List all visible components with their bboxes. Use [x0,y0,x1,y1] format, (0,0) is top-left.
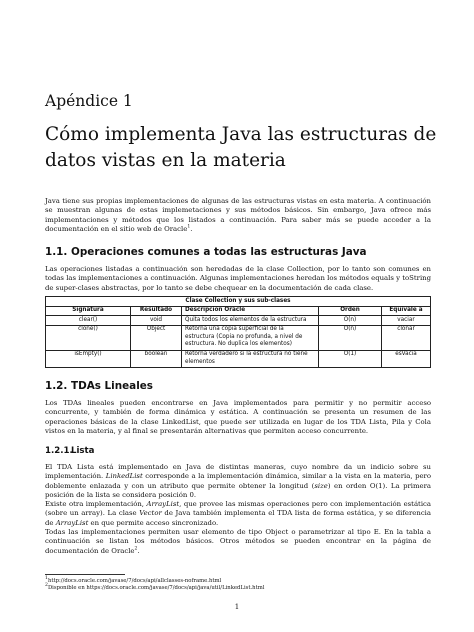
footnote-divider [45,574,125,575]
section-heading-2 [45,380,153,392]
footnote [45,585,264,592]
class-name: LinkedList [105,472,143,481]
table-header: Equivale a [382,306,431,316]
subsection-paragraphs [45,463,431,556]
class-name: ArrayList [146,500,180,509]
text-run: El TDA Lista está implementado en Java de distintas maneras, cuyo nombre da un indicio sobre su implementación. [45,463,431,481]
class-name: ArrayList [55,518,89,527]
table-header: Descripción Oracle [182,306,319,316]
section-number: 1.1. [45,246,68,258]
class-name: Vector [139,509,162,518]
section-title: Operaciones comunes a todas las estructuras Java [71,246,367,258]
table-header: Resultado [131,306,182,316]
footnote-number: 2 [45,583,48,589]
table-caption: Clase Collection y sus sub-clases [46,297,431,307]
table-cell: clone() [46,325,131,350]
footnotes [45,578,264,593]
text-run: . [137,546,140,555]
intro-end: . [190,224,193,233]
subsection-title: Lista [71,446,95,456]
intro-text: Java tiene sus propias implementaciones de algunas de las estructuras vistas en esta materia. A continuación se muestran algunas de estas implemetaciones y sus métodos básicos. Sin embargo, Java ofrece más implementaciones y métodos que los listados a continuación. Para saber más se puede acceder a la documentación en el sitio web de Oracle [45,197,431,233]
table-cell: O(n) [319,316,382,326]
attribute-name: size [314,481,328,490]
table-cell: Retorna verdadero si la estructura no tiene elementos [182,350,319,367]
section-2-text: Los TDAs lineales pueden encontrarse en Java implementados para permitir y no permitir acceso concurrente, y también de forma dinámica y estática. A continuación se presenta un resumen de las operaciones básicas de la clase LinkedList, que puede ser utilizada en lugar de los TDA Lista, Pila y Cola vistos en la materia, y al final se presentarán alternativas que permiten acceso concurrente. [45,399,431,435]
table-header: Signatura [46,306,131,316]
chapter-title: Cómo implementa Java las estructuras de datos vistas en la materia [45,124,437,171]
section-number: 1.2. [45,380,68,392]
section-1-paragraph [45,265,431,293]
text-run: corresponde a la implementación dinámica, similar a la vista en la materia, pero doblemente enlazada y con un atributo que permite obtener la longitud ( [45,472,431,490]
table-row [46,325,431,350]
footnote-number: 1 [45,576,48,582]
footnote-link[interactable]: Disponible en https://docs.oracle.com/javase/7/docs/api/java/util/LinkedList.html [47,585,265,592]
table-cell: Object [131,325,182,350]
text-run: ) en orden O(1). La primera posición de la lista se considera posición 0. [45,481,431,499]
section-title: TDAs Lineales [71,380,153,392]
table-cell: void [131,316,182,326]
section-heading-1 [45,246,367,258]
text-run: Todas las implementaciones permiten usar elemento de tipo Object o parametrizar al tipo E. En la tabla a continuación se listan los métodos básicos. Otros métodos se pueden encontrar en la página de documentación de Oracle [45,528,431,555]
table-header: Orden [319,306,382,316]
table-row [46,350,431,367]
footnote-link[interactable]: http://docs.oracle.com/javase/7/docs/api/allclasses-noframe.html [47,578,222,584]
table-cell: clear() [46,316,131,326]
section-1-text: Las operaciones listadas a continuación son heredadas de la clase Collection, por lo tanto son comunes en todas las implementaciones a continuación. Algunas implementaciones heredan los métodos equals y toString de super-clases abstractas, por lo tanto se debe chequear en la documentación de cada clase. [45,265,431,292]
table-cell: Quita todos los elementos de la estructura [182,316,319,326]
text-run: , que provee las mismas operaciones pero con implementación estática (sobre un array). La clase [45,500,432,518]
appendix-label: Apéndice 1 [45,92,133,110]
lista-paragraph-1 [45,463,431,500]
text-run: en que permite acceso sincronizado. [88,518,219,527]
table-cell: Retorna una copia superficial de la estructura (Copia no profunda, a nivel de estructura. No duplica los elementos) [182,325,319,350]
table-cell: clonar [382,325,431,350]
footnote-ref-2[interactable]: 2 [134,546,138,552]
text-run: de Java también implementa el TDA lista de forma estática, y se diferencia de [45,509,431,527]
table-row [46,316,431,326]
intro-paragraph [45,197,431,234]
page-number: 1 [234,603,240,611]
lista-paragraph-3 [45,528,431,556]
footnote-ref-1[interactable]: 1 [187,224,191,230]
table-cell: O(1) [319,350,382,367]
table-cell: isEmpty() [46,350,131,367]
methods-table [45,296,431,368]
table-cell: O(n) [319,325,382,350]
lista-paragraph-2 [45,500,431,528]
subsection-heading [45,446,94,456]
table-cell: esVacia [382,350,431,367]
subsection-number: 1.2.1. [45,446,73,456]
table-cell: boolean [131,350,182,367]
table-cell: vaciar [382,316,431,326]
text-run: Existe otra implementación, [45,500,147,509]
section-2-paragraph [45,399,431,436]
